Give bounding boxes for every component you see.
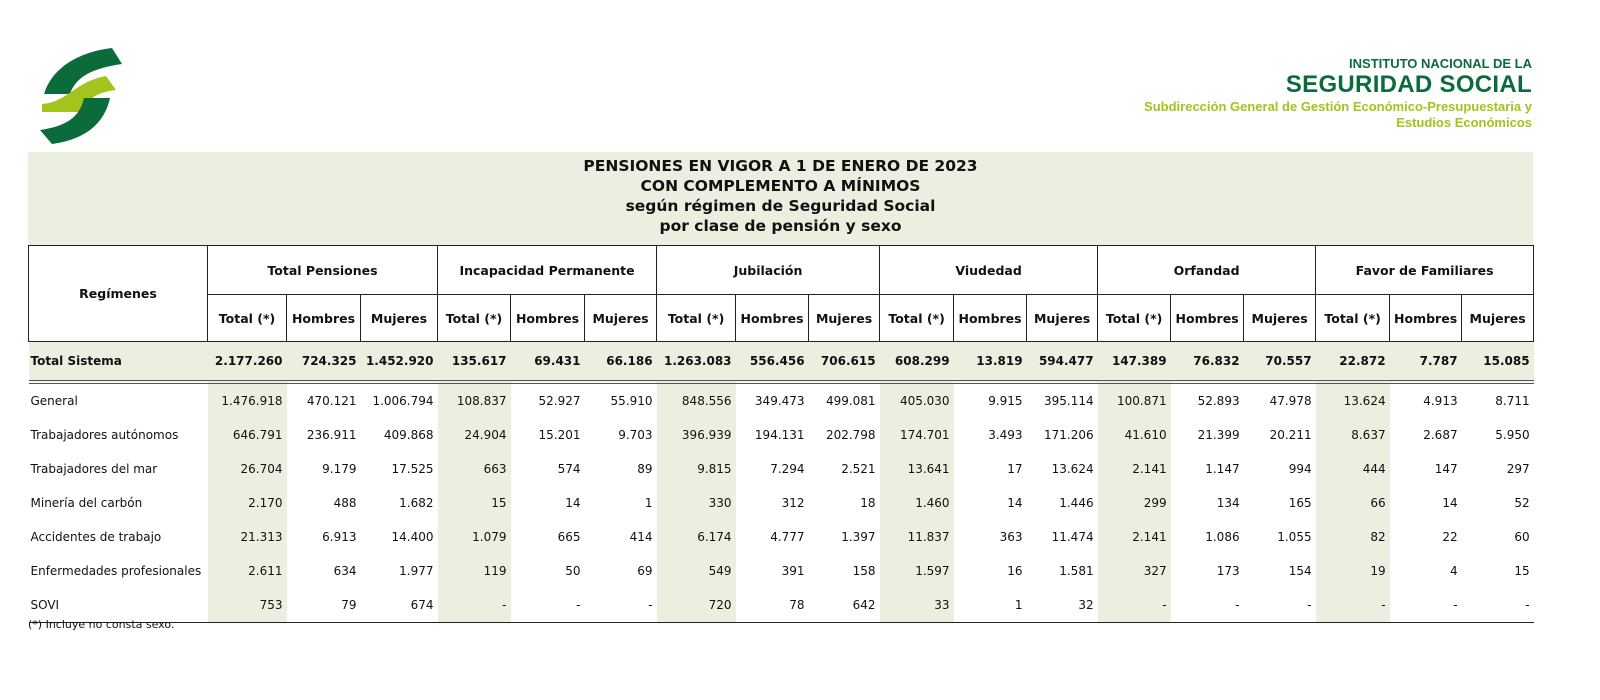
- cell: 488: [333, 496, 357, 510]
- cell: 2.170: [208, 486, 287, 520]
- cell: 1.476.918: [208, 382, 287, 418]
- cell: 79: [287, 588, 361, 623]
- cell: 11.474: [1051, 530, 1094, 544]
- cell: 236.911: [306, 428, 357, 442]
- cell: 15.085: [1462, 342, 1534, 383]
- subdirection-line2: Estudios Económicos: [1396, 115, 1532, 130]
- cell: 720: [657, 588, 736, 623]
- cell: 17.525: [391, 462, 434, 476]
- cell: 2.521: [841, 462, 876, 476]
- cell: -: [1098, 588, 1171, 623]
- cell: 202.798: [825, 428, 876, 442]
- table-row: [29, 588, 1534, 623]
- group-header: Favor de Familiares: [1316, 246, 1534, 295]
- cell: 405.030: [880, 382, 954, 418]
- cell: 21.313: [208, 520, 287, 554]
- title-line4: por clase de pensión y sexo: [659, 217, 902, 235]
- cell: 55.910: [610, 394, 653, 408]
- cell: 20.211: [1269, 428, 1312, 442]
- header-row-subcolumns: [29, 295, 1534, 342]
- cell: 82: [1316, 520, 1390, 554]
- row-label: Trabajadores del mar: [30, 462, 158, 476]
- cell: 724.325: [287, 342, 361, 383]
- cell: 147.389: [1098, 342, 1171, 383]
- cell: 299: [1098, 486, 1171, 520]
- cell: 147: [1434, 462, 1458, 476]
- cell: 994: [1288, 462, 1312, 476]
- cell: 1.597: [880, 554, 954, 588]
- cell: 173: [1216, 564, 1240, 578]
- cell: 14: [565, 496, 581, 510]
- table-row: [29, 554, 1534, 588]
- subcolumn-header: Total (*): [1098, 295, 1171, 342]
- subcolumn-header: Total (*): [1316, 295, 1390, 342]
- header-row-groups: [29, 246, 1534, 295]
- subcolumn-header: Total (*): [438, 295, 511, 342]
- cell: 134: [1216, 496, 1240, 510]
- cell: 1.055: [1277, 530, 1312, 544]
- group-header: Total Pensiones: [208, 246, 438, 295]
- cell: -: [1171, 588, 1244, 623]
- cell: 665: [557, 530, 581, 544]
- cell: 1.581: [1059, 564, 1094, 578]
- subcolumn-header: Hombres: [511, 295, 585, 342]
- cell: 158: [852, 564, 876, 578]
- cell: 5.950: [1495, 428, 1530, 442]
- cell: 15: [438, 486, 511, 520]
- cell: 154: [1288, 564, 1312, 578]
- row-header: Regímenes: [29, 246, 208, 342]
- cell: 470.121: [306, 394, 357, 408]
- cell: 1.006.794: [372, 394, 434, 408]
- cell: 108.837: [438, 382, 511, 418]
- cell: -: [1316, 588, 1390, 623]
- cell: 646.791: [208, 418, 287, 452]
- cell: 414: [629, 530, 653, 544]
- subcolumn-header: Hombres: [1171, 295, 1244, 342]
- cell: 89: [637, 462, 653, 476]
- table-title: [28, 152, 1533, 245]
- table-row: [29, 418, 1534, 452]
- cell: 6.913: [322, 530, 357, 544]
- cell: 22.872: [1316, 342, 1390, 383]
- cell: 165: [1288, 496, 1312, 510]
- cell: 4.913: [1423, 394, 1458, 408]
- cell: 594.477: [1027, 342, 1098, 383]
- cell: 22: [1442, 530, 1458, 544]
- cell: 52.927: [538, 394, 581, 408]
- institute-header: [1144, 56, 1532, 131]
- total-row: [29, 342, 1534, 383]
- cell: 2.687: [1423, 428, 1458, 442]
- institute-line2: SEGURIDAD SOCIAL: [1285, 71, 1532, 98]
- cell: 9.815: [657, 452, 736, 486]
- cell: 1.086: [1205, 530, 1240, 544]
- cell: 1.682: [399, 496, 434, 510]
- cell: 100.871: [1098, 382, 1171, 418]
- cell: 395.114: [1043, 394, 1094, 408]
- subcolumn-header: Total (*): [208, 295, 287, 342]
- cell: 3.493: [988, 428, 1023, 442]
- row-label: Total Sistema: [29, 342, 208, 383]
- cell: 15: [1514, 564, 1530, 578]
- subcolumn-header: Mujeres: [1462, 295, 1534, 342]
- cell: -: [438, 588, 511, 623]
- cell: 1: [954, 588, 1027, 623]
- cell: 2.611: [208, 554, 287, 588]
- cell: 47.978: [1269, 394, 1312, 408]
- cell: 642: [809, 588, 880, 623]
- cell: 14.400: [391, 530, 434, 544]
- cell: 4.777: [770, 530, 805, 544]
- cell: 14: [1442, 496, 1458, 510]
- cell: 18: [860, 496, 876, 510]
- cell: 1.977: [399, 564, 434, 578]
- cell: 26.704: [208, 452, 287, 486]
- cell: 32: [1027, 588, 1098, 623]
- cell: 549: [657, 554, 736, 588]
- cell: 1.147: [1205, 462, 1240, 476]
- cell: 9.179: [322, 462, 357, 476]
- cell: 444: [1316, 452, 1390, 486]
- cell: 312: [781, 496, 805, 510]
- subcolumn-header: Hombres: [736, 295, 809, 342]
- cell: 4: [1449, 564, 1458, 578]
- pensions-table: [28, 245, 1534, 623]
- cell: 15.201: [538, 428, 581, 442]
- cell: 69: [637, 564, 653, 578]
- subcolumn-header: Hombres: [287, 295, 361, 342]
- cell: 21.399: [1197, 428, 1240, 442]
- cell: 135.617: [438, 342, 511, 383]
- cell: 69.431: [511, 342, 585, 383]
- cell: 70.557: [1244, 342, 1316, 383]
- group-header: Incapacidad Permanente: [438, 246, 657, 295]
- subcolumn-header: Mujeres: [809, 295, 880, 342]
- table-row: [29, 452, 1534, 486]
- inss-logo: [34, 46, 124, 146]
- subdirection-line1: Subdirección General de Gestión Económico-Presupuestaria y: [1144, 99, 1532, 114]
- cell: 409.868: [383, 428, 434, 442]
- cell: 11.837: [880, 520, 954, 554]
- subcolumn-header: Mujeres: [585, 295, 657, 342]
- cell: 663: [438, 452, 511, 486]
- cell: 556.456: [736, 342, 809, 383]
- cell: 119: [438, 554, 511, 588]
- cell: 6.174: [657, 520, 736, 554]
- cell: 41.610: [1098, 418, 1171, 452]
- cell: 16: [1007, 564, 1023, 578]
- cell: 24.904: [438, 418, 511, 452]
- table-row: [29, 382, 1534, 418]
- cell: 2.141: [1098, 520, 1171, 554]
- footnote: (*) Incluye no consta sexo.: [28, 618, 175, 631]
- cell: 9.703: [618, 428, 653, 442]
- subcolumn-header: Hombres: [954, 295, 1027, 342]
- title-line2: CON COMPLEMENTO A MÍNIMOS: [640, 177, 921, 195]
- cell: 1.263.083: [657, 342, 736, 383]
- cell: 13.624: [1051, 462, 1094, 476]
- cell: 17: [1007, 462, 1023, 476]
- subcolumn-header: Total (*): [657, 295, 736, 342]
- subcolumn-header: Hombres: [1390, 295, 1462, 342]
- title-line3: según régimen de Seguridad Social: [625, 197, 936, 215]
- cell: 327: [1098, 554, 1171, 588]
- cell: 171.206: [1043, 428, 1094, 442]
- cell: 66.186: [585, 342, 657, 383]
- cell: 52: [1514, 496, 1530, 510]
- cell: 76.832: [1171, 342, 1244, 383]
- table-row: [29, 486, 1534, 520]
- cell: 1.452.920: [361, 342, 438, 383]
- cell: 2.141: [1098, 452, 1171, 486]
- row-label: Accidentes de trabajo: [30, 530, 162, 544]
- title-line1: PENSIONES EN VIGOR A 1 DE ENERO DE 2023: [583, 157, 978, 175]
- cell: 574: [557, 462, 581, 476]
- cell: 7.787: [1390, 342, 1462, 383]
- cell: 674: [361, 588, 438, 623]
- cell: 608.299: [880, 342, 954, 383]
- cell: 13.819: [954, 342, 1027, 383]
- row-label: SOVI: [29, 588, 208, 623]
- subcolumn-header: Total (*): [880, 295, 954, 342]
- cell: 8.637: [1316, 418, 1390, 452]
- cell: 1.460: [880, 486, 954, 520]
- cell: 78: [736, 588, 809, 623]
- cell: 14: [1007, 496, 1023, 510]
- cell: 634: [333, 564, 357, 578]
- group-header: Jubilación: [657, 246, 880, 295]
- cell: 2.177.260: [208, 342, 287, 383]
- cell: 19: [1316, 554, 1390, 588]
- cell: 391: [781, 564, 805, 578]
- cell: 8.711: [1495, 394, 1530, 408]
- cell: 396.939: [657, 418, 736, 452]
- group-header: Orfandad: [1098, 246, 1316, 295]
- cell: 1.079: [438, 520, 511, 554]
- cell: 9.915: [988, 394, 1023, 408]
- group-header: Viudedad: [880, 246, 1098, 295]
- row-label: Minería del carbón: [30, 496, 143, 510]
- institute-line1: INSTITUTO NACIONAL DE LA: [1349, 56, 1532, 71]
- cell: 7.294: [770, 462, 805, 476]
- cell: 753: [208, 588, 287, 623]
- cell: 1.446: [1059, 496, 1094, 510]
- subcolumn-header: Mujeres: [361, 295, 438, 342]
- cell: 330: [657, 486, 736, 520]
- cell: 1.397: [841, 530, 876, 544]
- row-label: General: [30, 394, 78, 408]
- cell: 50: [565, 564, 581, 578]
- cell: 706.615: [809, 342, 880, 383]
- cell: 194.131: [754, 428, 805, 442]
- subcolumn-header: Mujeres: [1244, 295, 1316, 342]
- row-label: Trabajadores autónomos: [30, 428, 179, 442]
- cell: 66: [1316, 486, 1390, 520]
- cell: 174.701: [880, 418, 954, 452]
- cell: -: [1390, 588, 1462, 623]
- cell: 499.081: [825, 394, 876, 408]
- cell: -: [1244, 588, 1316, 623]
- subcolumn-header: Mujeres: [1027, 295, 1098, 342]
- cell: 349.473: [754, 394, 805, 408]
- cell: -: [1462, 588, 1534, 623]
- cell: 363: [999, 530, 1023, 544]
- cell: 52.893: [1197, 394, 1240, 408]
- cell: 60: [1514, 530, 1530, 544]
- cell: 848.556: [657, 382, 736, 418]
- table-row: [29, 520, 1534, 554]
- cell: 297: [1506, 462, 1530, 476]
- cell: 33: [880, 588, 954, 623]
- cell: 1: [644, 496, 653, 510]
- cell: -: [511, 588, 585, 623]
- cell: -: [585, 588, 657, 623]
- cell: 13.624: [1316, 382, 1390, 418]
- cell: 13.641: [880, 452, 954, 486]
- row-label: Enfermedades profesionales: [30, 564, 202, 578]
